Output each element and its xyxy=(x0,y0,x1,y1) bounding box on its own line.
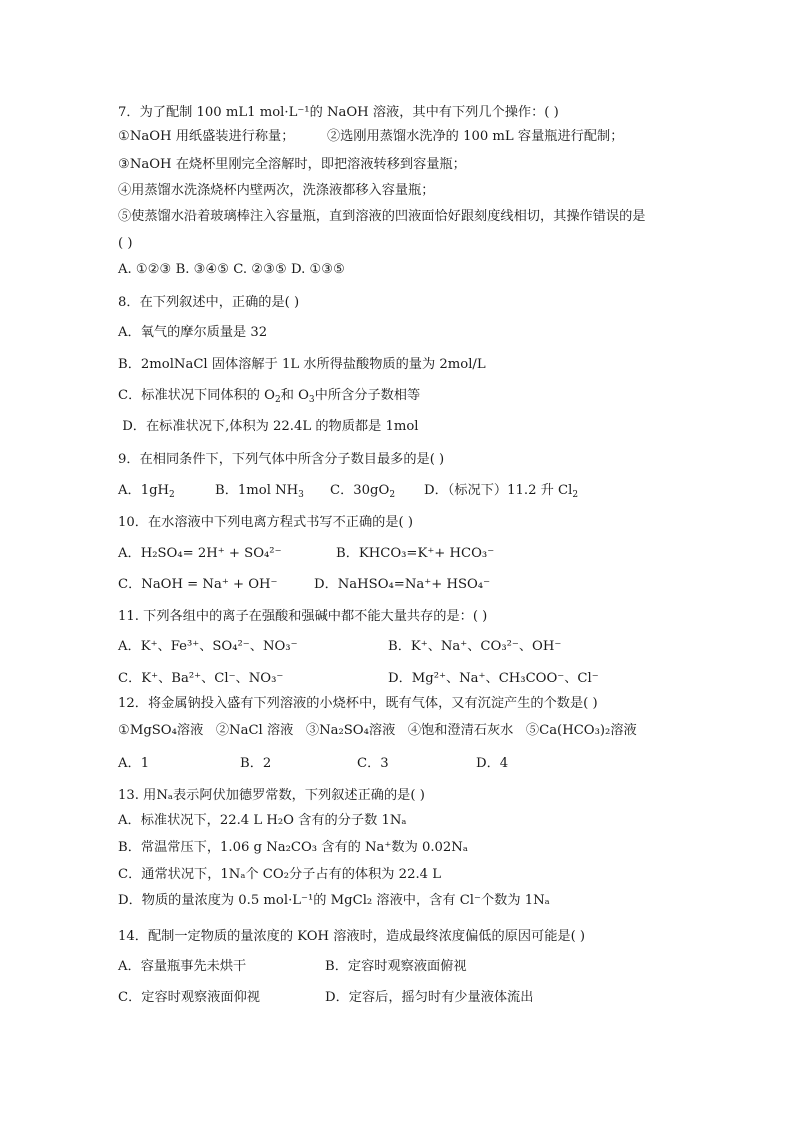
q7-stem: 7．为了配制 100 mL1 mol·L⁻¹的 NaOH 溶液，其中有下列几个操作：( ) xyxy=(118,105,559,120)
q7-op1: ①NaOH 用纸盛装进行称量； xyxy=(118,129,295,144)
q8-c-sub-1: 2 xyxy=(274,395,281,405)
q8-c-text-3: 中所含分子数相等 xyxy=(314,388,421,403)
q12-option-d: D．4 xyxy=(476,756,509,771)
q8-option-c xyxy=(118,387,420,405)
q14-option-d: D．定容后，摇匀时有少量液体流出 xyxy=(325,990,534,1005)
q12-option-a: A．1 xyxy=(118,756,150,771)
q7-options: A. ①②③ B. ③④⑤ C. ②③⑤ D. ①③⑤ xyxy=(118,262,345,277)
q10-option-c: C．NaOH = Na⁺ + OH⁻ xyxy=(118,577,278,592)
q8-option-b: B．2molNaCl 固体溶解于 1L 水所得盐酸物质的量为 2mol/L xyxy=(118,357,486,372)
q7-op4: ④用蒸馏水洗涤烧杯内壁两次，洗涤液都移入容量瓶； xyxy=(118,183,435,198)
q9-stem: 9．在相同条件下，下列气体中所含分子数目最多的是( ) xyxy=(118,452,445,467)
q14-option-c: C．定容时观察液面仰视 xyxy=(118,990,260,1005)
q7-op2: ②选刚用蒸馏水洗净的 100 mL 容量瓶进行配制； xyxy=(327,129,624,144)
q8-c-text-1: C．标准状况下同体积的 O xyxy=(118,388,275,403)
q11-stem: 11. 下列各组中的离子在强酸和强碱中都不能大量共存的是：( ) xyxy=(118,609,488,624)
q7-op5: ⑤使蒸馏水沿着玻璃棒注入容量瓶，直到溶液的凹液面恰好跟刻度线相切，其操作错误的是 xyxy=(118,209,646,224)
q9-option-b: B．1mol $NH_3$ xyxy=(215,483,304,500)
q12-option-c: C．3 xyxy=(357,756,389,771)
q11-option-b: B．K⁺、Na⁺、CO₃²⁻、OH⁻ xyxy=(388,639,562,654)
q7-answer-paren: ( ) xyxy=(118,236,133,251)
q10-option-d: D．NaHSO₄=Na⁺+ HSO₄⁻ xyxy=(314,577,491,592)
q10-stem: 10．在水溶液中下列电离方程式书写不正确的是( ) xyxy=(118,515,414,530)
q8-c-sub-2: 3 xyxy=(308,395,315,405)
q11-option-d: D．Mg²⁺、Na⁺、CH₃COO⁻、Cl⁻ xyxy=(388,671,599,686)
q8-option-a: A．氧气的摩尔质量是 32 xyxy=(118,325,268,340)
q13-option-d: D．物质的量浓度为 0.5 mol·L⁻¹的 MgCl₂ 溶液中，含有 Cl⁻个数为 1Nₐ xyxy=(118,893,550,908)
q7-op3: ③NaOH 在烧杯里刚完全溶解时，即把溶液转移到容量瓶； xyxy=(118,157,466,172)
q10-option-b: B．KHCO₃=K⁺+ HCO₃⁻ xyxy=(336,546,495,561)
q9-option-d: D．（标况下）11.2 升 $Cl_2$ xyxy=(424,483,579,500)
q11-option-c: C．K⁺、Ba²⁺、Cl⁻、NO₃⁻ xyxy=(118,671,284,686)
q13-option-c: C．通常状况下，1Nₐ个 CO₂分子占有的体积为 22.4 L xyxy=(118,867,441,882)
q9-option-c: C．$30gO_2$ xyxy=(330,483,396,500)
q11-option-a: A．K⁺、Fe³⁺、SO₄²⁻、NO₃⁻ xyxy=(118,639,298,654)
q8-option-d: D．在标准状况下,体积为 22.4L 的物质都是 1mol xyxy=(118,419,419,434)
q8-stem: 8．在下列叙述中，正确的是( ) xyxy=(118,295,300,310)
q8-c-text-2: 和 O xyxy=(280,388,309,403)
q12-stem: 12．将金属钠投入盛有下列溶液的小烧杯中，既有气体，又有沉淀产生的个数是( ) xyxy=(118,696,598,711)
q13-option-a: A．标准状况下，22.4 L H₂O 含有的分子数 1Nₐ xyxy=(118,813,407,828)
q13-stem: 13. 用Nₐ表示阿伏加德罗常数，下列叙述正确的是( ) xyxy=(118,788,425,803)
q12-items: ①MgSO₄溶液 ②NaCl 溶液 ③Na₂SO₄溶液 ④饱和澄清石灰水 ⑤Ca(HCO₃)₂溶液 xyxy=(118,723,637,738)
q13-option-b: B．常温常压下，1.06 g Na₂CO₃ 含有的 Na⁺数为 0.02Nₐ xyxy=(118,840,468,855)
q14-stem: 14．配制一定物质的量浓度的 KOH 溶液时，造成最终浓度偏低的原因可能是( ) xyxy=(118,929,586,944)
q10-option-a: A．H₂SO₄= 2H⁺ + SO₄²⁻ xyxy=(118,546,282,561)
q9-option-a: A．$1gH_2$ xyxy=(118,483,175,500)
q14-option-a: A．容量瓶事先未烘干 xyxy=(118,959,247,974)
q12-option-b: B．2 xyxy=(240,756,272,771)
q14-option-b: B．定容时观察液面俯视 xyxy=(325,959,467,974)
